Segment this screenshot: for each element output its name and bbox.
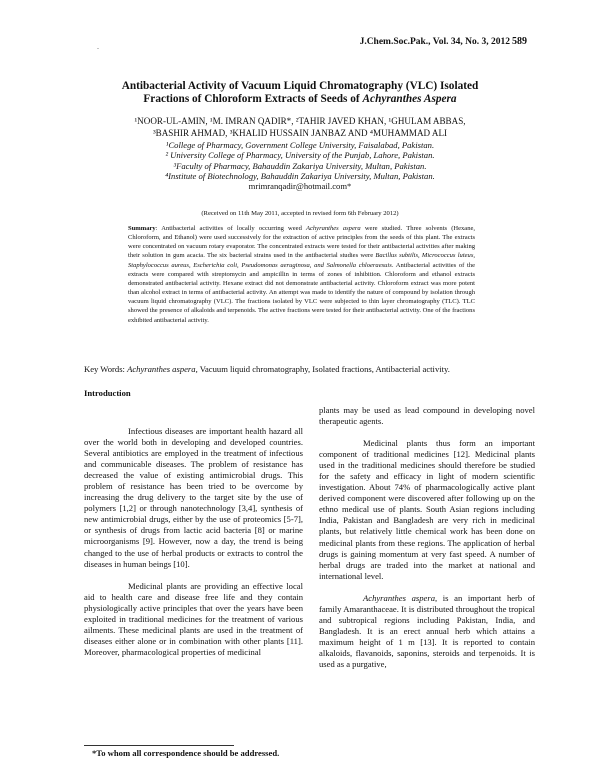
scan-dot: . xyxy=(97,42,99,51)
keywords xyxy=(84,364,554,374)
title-species: Achyranthes Aspera xyxy=(362,93,457,105)
correspondence-footnote: *To whom all correspondence should be addressed. xyxy=(92,748,280,758)
paragraph: Infectious diseases are important health hazard all over the world both in developing and developed countries. Several antibiotics are employed in the treatment of infectious and communicable diseases. The problem of resistance has decreased the value of existing antimicrobial drugs. This problem of resistance has been tried to be overcome by increasing the drug delivery to the target site by the use of polymers [1,2] or through nanotechnology [3,4], synthesis of new antimicrobial drugs, either by the use of proteomics [5-7], or synthesis of drugs from lactic acid bacteria [8] or marine microorganisms [9]. However, now a day, the trend is being changed to the use of herbal products or extracts to control the diseases in human beings [10]. xyxy=(84,426,303,569)
affiliation-3: ³Faculty of Pharmacy, Bahauddin Zakariya University, Multan, Pakistan. xyxy=(173,160,427,171)
author-list xyxy=(60,116,540,139)
authors-line-1: ¹NOOR-UL-AMIN, ¹M. IMRAN QADIR*, ²TAHIR JAVED KHAN, ¹GHULAM ABBAS, xyxy=(134,116,466,126)
left-column xyxy=(84,426,303,669)
affiliation-4: ⁴Institute of Biotechnology, Bahauddin Zakariya University, Multan, Pakistan. xyxy=(165,170,435,181)
received-dates: (Received on 11th May 2011, accepted in revised form 6th February 2012) xyxy=(201,210,399,217)
paragraph-text: , is an important herb of family Amaranthaceae. It is distributed throughout the tropical and subtropical regions including Pakistan, India, and Bangladesh. It is an erect annual herb which attains a maximum height of 1 m [13]. It is reported to contain alkaloids, flavanoids, saponins, steroids and terpenoids. It is used as a purgative, xyxy=(319,592,536,669)
title-line-1: Antibacterial Activity of Vacuum Liquid Chromatography (VLC) Isolated xyxy=(121,80,479,92)
abstract-text-1: : Antibacterial activities of locally occurring weed xyxy=(155,225,306,232)
section-heading-introduction: Introduction xyxy=(84,388,131,398)
paragraph: Medicinal plants thus form an important component of traditional medicines [12]. Medicinal plants used in the traditional medicines should therefore be studied for the safety and efficacy in light of modern scientific investigation. About 74% of pharmacologically active plant derived component were discovered after following up on the ethno medical use of plants. South Asian regions including India, Pakistan and Bangladesh are very rich in medicinal plants, but relatively little chemical work has been done on medicinal plants from these regions. The application of herbal drugs is gaining momentum at very fast speed. A number of herbal drugs are traded into the market at national and international level. xyxy=(319,438,535,581)
keywords-label: Key Words: xyxy=(84,364,128,374)
abstract-species: Achyranthes aspera xyxy=(306,225,361,232)
paragraph xyxy=(319,593,535,670)
page-number: 589 xyxy=(512,36,527,47)
authors-line-2: ³BASHIR AHMAD, ³KHALID HUSSAIN JANBAZ AND ⁴MUHAMMAD ALI xyxy=(152,127,448,138)
keywords-list: Vacuum liquid chromatography, Isolated fractions, Antibacterial activity. xyxy=(197,364,450,374)
paper-title xyxy=(60,80,540,106)
title-line-2 xyxy=(60,93,540,106)
corresponding-email: mrimranqadir@hotmail.com* xyxy=(248,181,352,192)
right-column xyxy=(319,405,535,681)
paragraph: plants may be used as lead compound in developing novel therapeutic agents. xyxy=(319,405,535,427)
abstract xyxy=(128,224,475,325)
keywords-species: Achyranthes aspera, xyxy=(127,364,198,374)
journal-header: J.Chem.Soc.Pak., Vol. 34, No. 3, 2012 xyxy=(359,37,510,47)
footnote-rule xyxy=(84,745,234,746)
abstract-text-3: . Antibacterial activities of the extracts were compared with streptomycin and ampicillin in terms of zones of inhibition. Chloroform and ethanol extracts demonstrated antibacterial activity. Hexane extract did not demonstrate antibacterial activity. Chloroform extract was more potent than alcohol extract in terms of antibacterial activity. An attempt was made to identify the nature of compound by isolation through vacuum liquid chromatography (VLC). The fractions isolated by VLC were subjected to thin layer chromatography (TLC). TLC showed the presence of alkaloids and terpenoids. The active fractions were tested for their antibacterial activity. One of the fractions exhibited antibacterial activity. xyxy=(128,261,475,324)
affiliations xyxy=(120,140,480,191)
species-name: Achyranthes aspera xyxy=(363,592,435,603)
paragraph: Medicinal plants are providing an effective local aid to health care and disease free life and they contain physiologically active principles that over the years have been exploited in traditional medicines for the treatment of various ailments. These medicinal plants are used in the treatment of diseases either alone or in combination with other plants [11]. Moreover, pharmacological properties of medicinal xyxy=(84,580,303,657)
title-line-2-text: Fractions of Chloroform Extracts of Seeds of xyxy=(143,93,363,105)
affiliation-1: ¹College of Pharmacy, Government College University, Faisalabad, Pakistan. xyxy=(165,140,435,150)
abstract-bacteria: Bacillus subtilis, Micrococcus luteus, Staphylococcus aureus, Escherichia coli, Pseudomonas aeruginosa, and Salmonella chloeraesuis xyxy=(128,252,476,269)
abstract-label: Summary xyxy=(128,225,156,232)
abstract-text-2: were studied. Three solvents (Hexane, Chloroform, and Ethanol) were used successively for the extraction of active principles from the seeds of this plant. The extracts were concentrated on vacuum rotary evaporator. The concentrated extracts were tested for their antibacterial activities after making their solution in gum acacia. The six bacterial strains used in the antibacterial studies were xyxy=(128,225,476,260)
affiliation-2: ² University College of Pharmacy, University of the Punjab, Lahore, Pakistan. xyxy=(165,150,435,161)
